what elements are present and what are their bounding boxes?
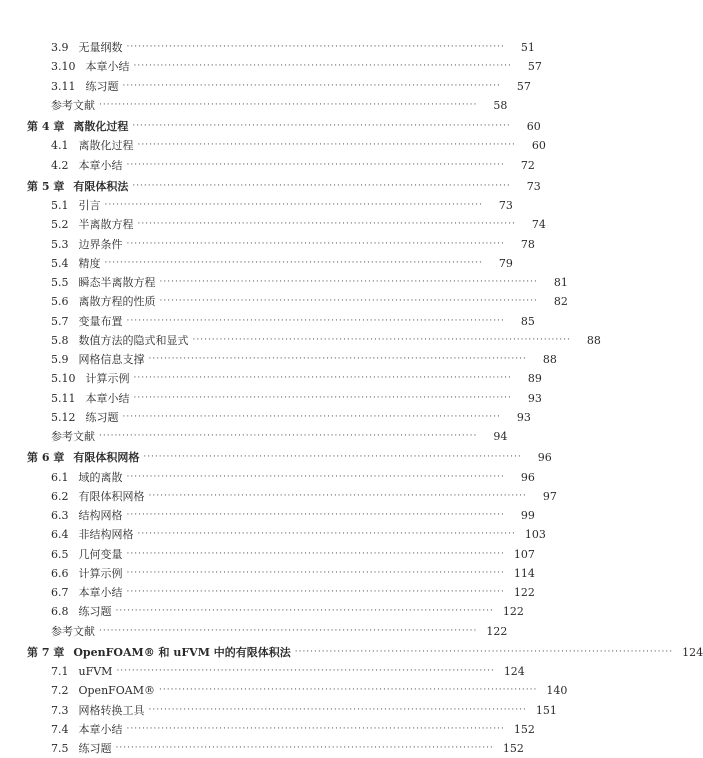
toc-entry-number: 5.12 <box>51 410 76 424</box>
toc-section-row[interactable] <box>0 701 557 720</box>
toc-page-number: 152 <box>502 742 524 756</box>
toc-entry-title: 练习题 <box>78 605 112 619</box>
toc-page-number: 73 <box>498 199 513 213</box>
toc-page-number: 94 <box>493 430 508 444</box>
toc-entry-title: 精度 <box>78 256 101 270</box>
toc-page-number: 99 <box>520 509 535 523</box>
toc-section-row[interactable] <box>0 583 535 602</box>
toc-section-row[interactable] <box>0 254 513 273</box>
toc-entry-title: 参考文献 <box>51 98 95 112</box>
dot-leader: ·································································································· <box>159 277 538 288</box>
toc-section-row[interactable] <box>0 215 546 234</box>
toc-section-row[interactable] <box>0 662 525 681</box>
dot-leader: ·································································································· <box>137 140 516 151</box>
toc-entry-title: 引言 <box>78 199 101 213</box>
toc-entry-title: 练习题 <box>85 410 119 424</box>
toc-section-row[interactable] <box>0 408 531 427</box>
toc-entry-number: 5.11 <box>51 391 76 405</box>
toc-entry-number: 第 7 章 <box>27 645 65 659</box>
dot-leader: ·································································································· <box>126 471 505 482</box>
toc-entry-number: 6.2 <box>51 489 69 503</box>
toc-page-number: 57 <box>516 79 531 93</box>
toc-entry-number: 6.3 <box>51 509 69 523</box>
toc-section-row[interactable] <box>0 720 535 739</box>
toc-entry-title: 几何变量 <box>78 547 123 561</box>
toc-entry-number: 5.1 <box>51 199 69 213</box>
toc-entry-title: 练习题 <box>78 742 112 756</box>
toc-section-row[interactable] <box>0 369 542 388</box>
dot-leader: ·································································································· <box>126 510 505 521</box>
toc-section-row[interactable] <box>0 331 601 350</box>
dot-leader: ·································································································· <box>148 490 527 501</box>
toc-entry-title: 有限体积网格 <box>73 451 140 465</box>
dot-leader: ·································································································· <box>143 452 522 463</box>
toc-entry-title: 离散化过程 <box>78 139 134 153</box>
toc-page-number: 58 <box>493 98 508 112</box>
toc-entry-title: 域的离散 <box>78 470 123 484</box>
toc-entry-title: OpenFOAM® 和 uFVM 中的有限体积法 <box>73 645 291 659</box>
toc-references-row[interactable] <box>0 427 508 446</box>
toc-section-row[interactable] <box>0 136 546 155</box>
toc-entry-number: 4.2 <box>51 158 69 172</box>
toc-section-row[interactable] <box>0 292 568 311</box>
dot-leader: ·································································································· <box>99 99 478 110</box>
toc-entry-number: 3.10 <box>51 60 76 74</box>
toc-section-row[interactable] <box>0 468 535 487</box>
toc-entry-number: 5.10 <box>51 372 76 386</box>
toc-entry-title: 瞬态半离散方程 <box>78 276 156 290</box>
toc-page-number: 93 <box>527 391 542 405</box>
table-of-contents <box>0 38 703 758</box>
toc-page-number: 122 <box>513 586 535 600</box>
dot-leader: ·································································································· <box>148 704 527 715</box>
toc-entry-title: 离散方程的性质 <box>78 295 156 309</box>
toc-page-number: 89 <box>527 372 542 386</box>
toc-entry-number: 7.5 <box>51 742 69 756</box>
toc-page-number: 96 <box>520 470 535 484</box>
toc-entry-title: 数值方法的隐式和显式 <box>78 333 189 347</box>
toc-entry-number: 6.1 <box>51 470 69 484</box>
dot-leader: ·································································································· <box>126 315 505 326</box>
toc-entry-title: 参考文献 <box>51 430 95 444</box>
toc-chapter-row[interactable] <box>0 448 552 467</box>
toc-section-row[interactable] <box>0 235 535 254</box>
toc-section-row[interactable] <box>0 506 535 525</box>
toc-section-row[interactable] <box>0 487 557 506</box>
toc-section-row[interactable] <box>0 38 535 57</box>
toc-section-row[interactable] <box>0 681 568 700</box>
toc-entry-title: uFVM <box>78 665 113 679</box>
toc-entry-title: 参考文献 <box>51 624 95 638</box>
toc-section-row[interactable] <box>0 564 535 583</box>
toc-section-row[interactable] <box>0 739 524 758</box>
toc-entry-title: 网格转换工具 <box>78 703 145 717</box>
dot-leader: ·································································································· <box>122 80 501 91</box>
toc-page-number: 122 <box>502 605 524 619</box>
toc-entry-number: 6.8 <box>51 605 69 619</box>
toc-references-row[interactable] <box>0 96 508 115</box>
toc-chapter-row[interactable] <box>0 117 541 136</box>
toc-page-number: 57 <box>527 60 542 74</box>
dot-leader: ·································································································· <box>133 392 512 403</box>
toc-entry-number: 第 5 章 <box>27 179 65 193</box>
dot-leader: ·································································································· <box>132 121 511 132</box>
toc-page-number: 151 <box>535 703 557 717</box>
toc-entry-number: 5.3 <box>51 237 69 251</box>
toc-entry-title: 非结构网格 <box>78 528 134 542</box>
toc-section-row[interactable] <box>0 273 568 292</box>
toc-page-number: 79 <box>498 256 513 270</box>
dot-leader: ·································································································· <box>132 180 511 191</box>
dot-leader: ·································································································· <box>159 296 538 307</box>
toc-section-row[interactable] <box>0 389 542 408</box>
dot-leader: ·································································································· <box>137 219 516 230</box>
toc-section-row[interactable] <box>0 312 535 331</box>
toc-section-row[interactable] <box>0 156 535 175</box>
toc-entry-number: 6.6 <box>51 566 69 580</box>
dot-leader: ·································································································· <box>133 61 512 72</box>
toc-entry-number: 6.4 <box>51 528 69 542</box>
toc-page-number: 51 <box>520 41 535 55</box>
toc-page-number: 152 <box>513 722 535 736</box>
toc-page-number: 114 <box>513 566 535 580</box>
dot-leader: ·································································································· <box>115 606 494 617</box>
dot-leader: ·································································································· <box>99 625 478 636</box>
dot-leader: ·································································································· <box>126 723 505 734</box>
toc-section-row[interactable] <box>0 196 513 215</box>
toc-entry-number: 3.9 <box>51 41 69 55</box>
toc-chapter-row[interactable] <box>0 643 703 662</box>
toc-entry-title: OpenFOAM® <box>78 684 156 698</box>
toc-section-row[interactable] <box>0 350 557 369</box>
toc-page-number: 103 <box>524 528 546 542</box>
toc-page-number: 88 <box>586 333 601 347</box>
toc-entry-number: 7.1 <box>51 665 69 679</box>
toc-page-number: 140 <box>546 684 568 698</box>
toc-entry-number: 7.2 <box>51 684 69 698</box>
dot-leader: ·································································································· <box>99 431 478 442</box>
dot-leader: ·································································································· <box>148 354 527 365</box>
toc-page-number: 73 <box>526 179 541 193</box>
toc-entry-title: 本章小结 <box>78 158 123 172</box>
toc-entry-number: 5.9 <box>51 353 69 367</box>
toc-entry-number: 5.6 <box>51 295 69 309</box>
toc-entry-number: 5.7 <box>51 314 69 328</box>
toc-entry-title: 本章小结 <box>78 586 123 600</box>
dot-leader: ·································································································· <box>294 646 674 657</box>
toc-entry-number: 7.3 <box>51 703 69 717</box>
dot-leader: ·································································································· <box>126 587 505 598</box>
toc-section-row[interactable] <box>0 57 542 76</box>
toc-entry-title: 有限体积网格 <box>78 489 145 503</box>
dot-leader: ·································································································· <box>137 529 516 540</box>
dot-leader: ·································································································· <box>104 200 483 211</box>
toc-section-row[interactable] <box>0 545 535 564</box>
toc-entry-number: 5.5 <box>51 276 69 290</box>
toc-page-number: 78 <box>520 237 535 251</box>
toc-page-number: 60 <box>526 120 541 134</box>
dot-leader: ·································································································· <box>126 238 505 249</box>
toc-entry-title: 变量布置 <box>78 314 123 328</box>
dot-leader: ·································································································· <box>126 567 505 578</box>
toc-entry-number: 5.8 <box>51 333 69 347</box>
dot-leader: ·································································································· <box>192 334 571 345</box>
dot-leader: ·································································································· <box>126 42 505 53</box>
toc-entry-number: 3.11 <box>51 79 76 93</box>
toc-references-row[interactable] <box>0 622 508 641</box>
toc-chapter-row[interactable] <box>0 177 541 196</box>
toc-page-number: 93 <box>516 410 531 424</box>
dot-leader: ·································································································· <box>122 411 501 422</box>
toc-entry-number: 第 6 章 <box>27 451 65 465</box>
toc-entry-number: 4.1 <box>51 139 69 153</box>
toc-page-number: 72 <box>520 158 535 172</box>
toc-entry-number: 第 4 章 <box>27 120 65 134</box>
toc-entry-title: 计算示例 <box>78 566 123 580</box>
toc-entry-number: 7.4 <box>51 722 69 736</box>
toc-entry-title: 无量纲数 <box>78 41 123 55</box>
toc-entry-title: 本章小结 <box>85 60 130 74</box>
toc-entry-title: 本章小结 <box>78 722 123 736</box>
toc-section-row[interactable] <box>0 525 546 544</box>
toc-page-number: 81 <box>553 276 568 290</box>
dot-leader: ·································································································· <box>104 257 483 268</box>
toc-entry-number: 6.5 <box>51 547 69 561</box>
toc-entry-number: 5.2 <box>51 218 69 232</box>
toc-entry-title: 有限体积法 <box>73 179 129 193</box>
toc-page-number: 60 <box>531 139 546 153</box>
toc-section-row[interactable] <box>0 602 524 621</box>
toc-page-number: 97 <box>542 489 557 503</box>
toc-entry-title: 半离散方程 <box>78 218 134 232</box>
dot-leader: ·································································································· <box>126 548 505 559</box>
toc-page-number: 74 <box>531 218 546 232</box>
dot-leader: ·································································································· <box>126 159 505 170</box>
toc-entry-number: 6.7 <box>51 586 69 600</box>
toc-section-row[interactable] <box>0 77 531 96</box>
toc-entry-title: 网格信息支撑 <box>78 353 145 367</box>
dot-leader: ·································································································· <box>159 685 538 696</box>
toc-entry-title: 边界条件 <box>78 237 123 251</box>
dot-leader: ·································································································· <box>115 743 494 754</box>
toc-entry-title: 练习题 <box>85 79 119 93</box>
toc-page-number: 124 <box>503 665 525 679</box>
toc-page-number: 122 <box>486 624 508 638</box>
dot-leader: ·································································································· <box>116 666 495 677</box>
toc-entry-title: 离散化过程 <box>73 120 129 134</box>
toc-page-number: 88 <box>542 353 557 367</box>
toc-page-number: 85 <box>520 314 535 328</box>
toc-page-number: 107 <box>513 547 535 561</box>
toc-entry-title: 结构网格 <box>78 509 123 523</box>
toc-page-number: 96 <box>537 451 552 465</box>
toc-page-number: 82 <box>553 295 568 309</box>
toc-entry-title: 计算示例 <box>85 372 130 386</box>
dot-leader: ·································································································· <box>133 373 512 384</box>
toc-entry-number: 5.4 <box>51 256 69 270</box>
toc-page-number: 124 <box>682 645 703 659</box>
toc-entry-title: 本章小结 <box>85 391 130 405</box>
